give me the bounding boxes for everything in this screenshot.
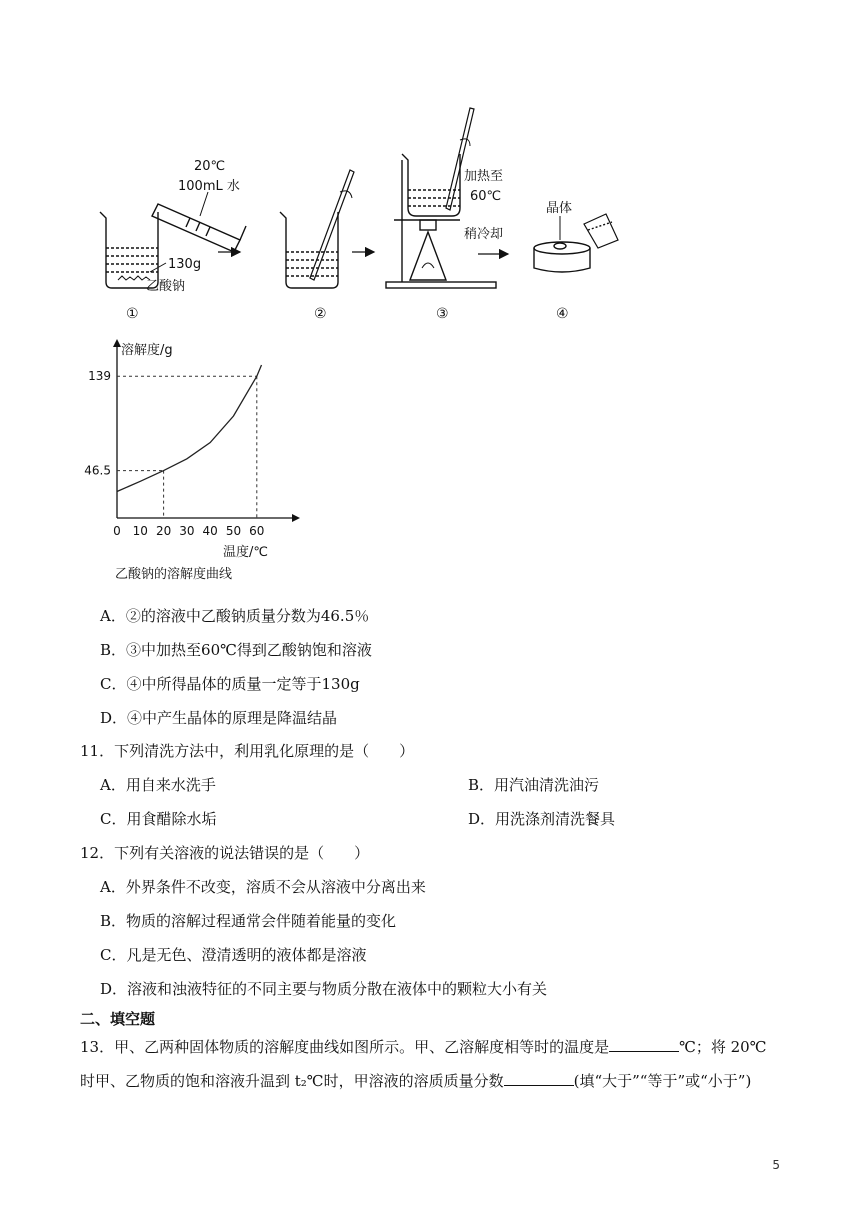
apparatus-figure [90,100,650,330]
q12-stem: 12．下列有关溶液的说法错误的是（ ） [80,844,370,862]
y-tick-label: 139 [88,369,111,384]
y-tick-label: 46.5 [84,463,111,478]
solubility-chart [80,335,320,585]
step4-number: ④ [556,306,569,322]
x-axis-arrow [292,514,300,522]
x-tick-label: 40 [202,524,218,538]
q11-option-d: D．用洗涤剂清洗餐具 [468,810,616,828]
step4-crystal: 晶体 [546,201,573,216]
chart-series [117,365,262,492]
step2-beaker [280,170,354,288]
x-tick-label: 50 [225,524,242,538]
step3-cool: 稍冷却 [464,227,504,242]
chart-x-label: 温度/℃ [223,545,268,560]
q13-line1 [80,1035,767,1057]
chart-y-ticks [84,369,111,477]
step2-number: ② [314,306,327,322]
chart-guides [117,376,257,518]
x-tick-label: 0 [113,524,121,538]
chart-x-ticks [113,524,264,538]
x-tick-label: 10 [132,524,148,538]
chart-y-label: 溶解度/g [121,343,173,358]
chart-axes [113,339,300,522]
q10-option-a: A．②的溶液中乙酸钠质量分数为46.5％ [100,607,370,625]
step3-heat-line1: 加热至 [464,169,504,184]
q13-line2-tail: (填“大于”“等于”或“小于”) [573,1072,752,1090]
q11-option-b: B．用汽油清洗油污 [468,776,600,794]
q12-option-c: C．凡是无色、澄清透明的液体都是溶液 [100,946,367,964]
q11-option-c: C．用食醋除水垢 [100,810,217,828]
q12-option-d: D．溶液和浊液特征的不同主要与物质分散在液体中的颗粒大小有关 [100,980,548,998]
chart-caption: 乙酸钠的溶解度曲线 [115,567,233,582]
x-tick-label: 30 [179,524,195,538]
step3-heat-line2: 60℃ [470,189,502,204]
step1-water: 100mL 水 [178,179,240,194]
q10-option-b: B．③中加热至60℃得到乙酸钠饱和溶液 [100,641,372,659]
graduated-cylinder [152,204,246,252]
step1-beaker [100,212,158,288]
page-number: 5 [772,1158,780,1172]
q13-line1-text: 13．甲、乙两种固体物质的溶解度曲线如图所示。甲、乙溶解度相等时的温度是 [80,1038,610,1056]
solubility-curve [117,365,262,492]
q10-option-c: C．④中所得晶体的质量一定等于130g [100,675,360,693]
q12-option-a: A．外界条件不改变，溶质不会从溶液中分离出来 [100,878,426,896]
x-tick-label: 60 [249,524,265,538]
step1-mass: 130g [168,257,202,272]
step4-dish [534,214,618,272]
q12-option-b: B．物质的溶解过程通常会伴随着能量的变化 [100,912,397,930]
step1-number: ① [126,306,139,322]
q13-line1-tail: ℃；将 20℃ [679,1038,767,1056]
step1-temp: 20℃ [194,159,226,174]
x-tick-label: 20 [155,524,172,538]
y-axis-arrow [113,339,121,347]
q11-option-a: A．用自来水洗手 [100,776,216,794]
q13-blank-1[interactable] [609,1035,679,1052]
section-heading: 二、填空题 [80,1010,156,1028]
q13-line2 [80,1069,751,1091]
q11-stem: 11．下列清洗方法中，利用乳化原理的是（ ） [80,742,415,760]
q10-option-d: D．④中产生晶体的原理是降温结晶 [100,709,338,727]
step3-number: ③ [436,306,449,322]
step1-solute: 乙酸钠 [146,279,186,294]
q13-line2-text: 时甲、乙物质的饱和溶液升温到 t₂℃时，甲溶液的溶质质量分数 [80,1072,504,1090]
q13-blank-2[interactable] [504,1069,574,1086]
